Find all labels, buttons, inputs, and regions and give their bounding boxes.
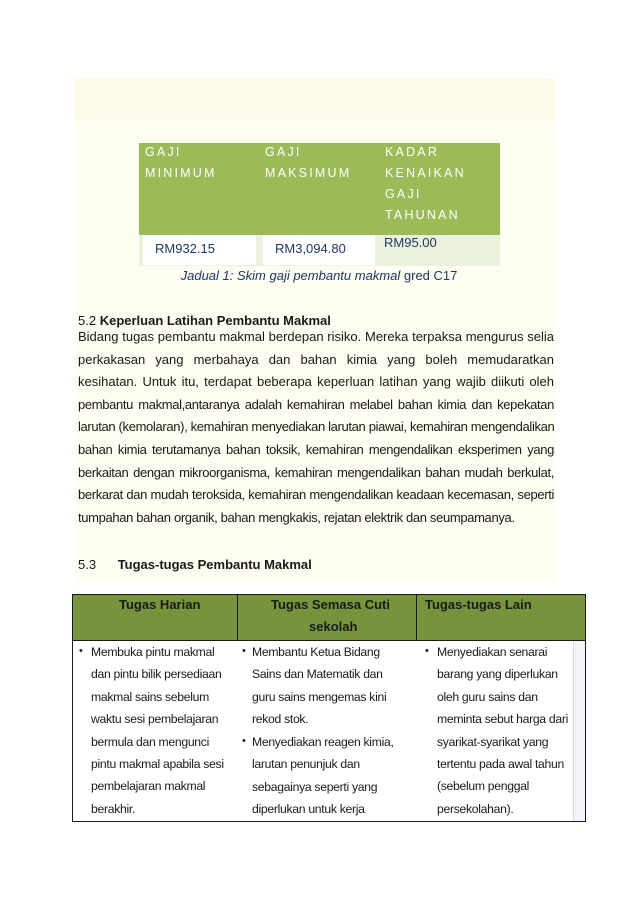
- duty-line: Menyediakan reagen kimia,: [252, 735, 394, 749]
- section-title: Tugas-tugas Pembantu Makmal: [117, 557, 312, 572]
- paragraph-line: kesihatan. Untuk itu, terdapat beberapa keperluan latihan yang wajib diikuti oleh: [78, 374, 554, 390]
- salary-max-value: RM3,094.80: [263, 235, 375, 265]
- duty-line: larutan penunjuk dan: [252, 757, 360, 772]
- duty-line: barang yang diperlukan: [437, 667, 558, 682]
- header-line: GAJI: [145, 145, 182, 159]
- header-line: MAKSIMUM: [265, 166, 352, 180]
- duty-line: waktu sesi pembelajaran: [91, 712, 219, 727]
- other-duties: [437, 641, 568, 820]
- paragraph-line: larutan (kemolaran), kemahiran menyediakan larutan piawai, kemahiran mengendalikan: [78, 419, 555, 435]
- salary-min-value: RM932.15: [143, 235, 256, 265]
- table-caption: [0, 268, 638, 283]
- header-line: GAJI: [265, 145, 302, 159]
- header-holiday-2: sekolah: [309, 619, 358, 634]
- caption-grade: gred C17: [400, 268, 458, 283]
- paragraph-line: berkaitan dengan mikroorganisma, kemahiran mengendalikan bahan mudah berkulat,: [78, 464, 554, 480]
- duty-line: guru sains mengemas kini: [252, 689, 387, 704]
- daily-duties: [91, 641, 224, 820]
- holiday-duties-2: [252, 731, 394, 821]
- header-line: GAJI: [385, 187, 422, 201]
- section-number: 5.3: [78, 557, 97, 572]
- header-other: Tugas-tugas Lain: [425, 597, 532, 612]
- duty-line: berakhir.: [91, 801, 136, 816]
- section-number: 5.2: [78, 313, 97, 328]
- duty-table-header: [73, 595, 585, 641]
- paragraph-line: tumpahan bahan organik, bahan mengkakis, rejatan elektrik dan seumpamanya.: [78, 509, 515, 525]
- paragraph-line: perkakasan yang merbahaya dan bahan kimia yang boleh memudaratkan: [78, 351, 554, 367]
- header-line: KENAIKAN: [385, 166, 466, 180]
- top-band: [75, 78, 555, 120]
- duty-line: bermula dan mengunci: [91, 734, 209, 749]
- duty-line: Membuka pintu makmal: [91, 645, 215, 659]
- section-title: Keperluan Latihan Pembantu Makmal: [99, 313, 331, 328]
- salary-header-min: [145, 142, 217, 184]
- header-line: TAHUNAN: [385, 208, 460, 222]
- header-line: KADAR: [385, 145, 440, 159]
- header-holiday: Tugas Semasa Cuti: [271, 597, 390, 612]
- salary-header-rate: [385, 142, 466, 226]
- salary-header-max: [265, 142, 351, 184]
- caption-main: Jadual 1: Skim gaji pembantu makmal: [180, 268, 401, 283]
- duty-table-body: [73, 641, 585, 821]
- bullet-icon: •: [425, 645, 429, 657]
- duty-line: oleh guru sains dan: [437, 689, 538, 704]
- right-margin-stripe: [573, 641, 585, 821]
- duty-line: pintu makmal apabila sesi: [91, 757, 224, 772]
- duty-line: makmal sains sebelum: [91, 689, 209, 704]
- duty-line: (sebelum penggal: [437, 779, 530, 794]
- duty-line: tertentu pada awal tahun: [437, 757, 564, 772]
- duty-line: syarikat-syarikat yang: [437, 734, 549, 749]
- duty-line: dan pintu bilik persediaan: [91, 667, 222, 682]
- duty-line: sebagainya seperti yang: [252, 779, 378, 794]
- duty-line: Sains dan Matematik dan: [252, 667, 383, 682]
- duty-line: Menyediakan senarai: [437, 645, 548, 659]
- header-daily: Tugas Harian: [119, 597, 201, 612]
- paragraph-line: pembantu makmal,antaranya adalah kemahiran melabel bahan kimia dan kepekatan: [78, 396, 554, 412]
- holiday-duties-1: [252, 641, 386, 731]
- bullet-icon: •: [242, 645, 246, 657]
- paragraph-line: bahan kimia terutamanya bahan toksik, kemahiran mengendalikan eksperimen yang: [78, 441, 554, 457]
- section-52-paragraph: [78, 326, 554, 529]
- bullet-icon: •: [79, 645, 83, 657]
- duty-line: meminta sebut harga dari: [437, 712, 568, 727]
- paragraph-line: Bidang tugas pembantu makmal berdepan risiko. Mereka terpaksa mengurus selia: [78, 329, 554, 344]
- duty-line: rekod stok.: [252, 712, 309, 727]
- duty-line: Membantu Ketua Bidang: [252, 645, 380, 659]
- duty-table: [72, 594, 586, 822]
- section-53-heading: [78, 557, 312, 572]
- paragraph-line: berkarat dan mudah teroksida, kemahiran mengendalikan keadaan kecemasan, seperti: [78, 487, 554, 503]
- header-line: MINIMUM: [145, 166, 217, 180]
- salary-rate-value: RM95.00: [384, 235, 437, 250]
- duty-line: persekolahan).: [437, 801, 514, 816]
- duty-line: diperlukan untuk kerja: [252, 802, 365, 817]
- bullet-icon: •: [242, 735, 246, 747]
- duty-line: pembelajaran makmal: [91, 779, 206, 794]
